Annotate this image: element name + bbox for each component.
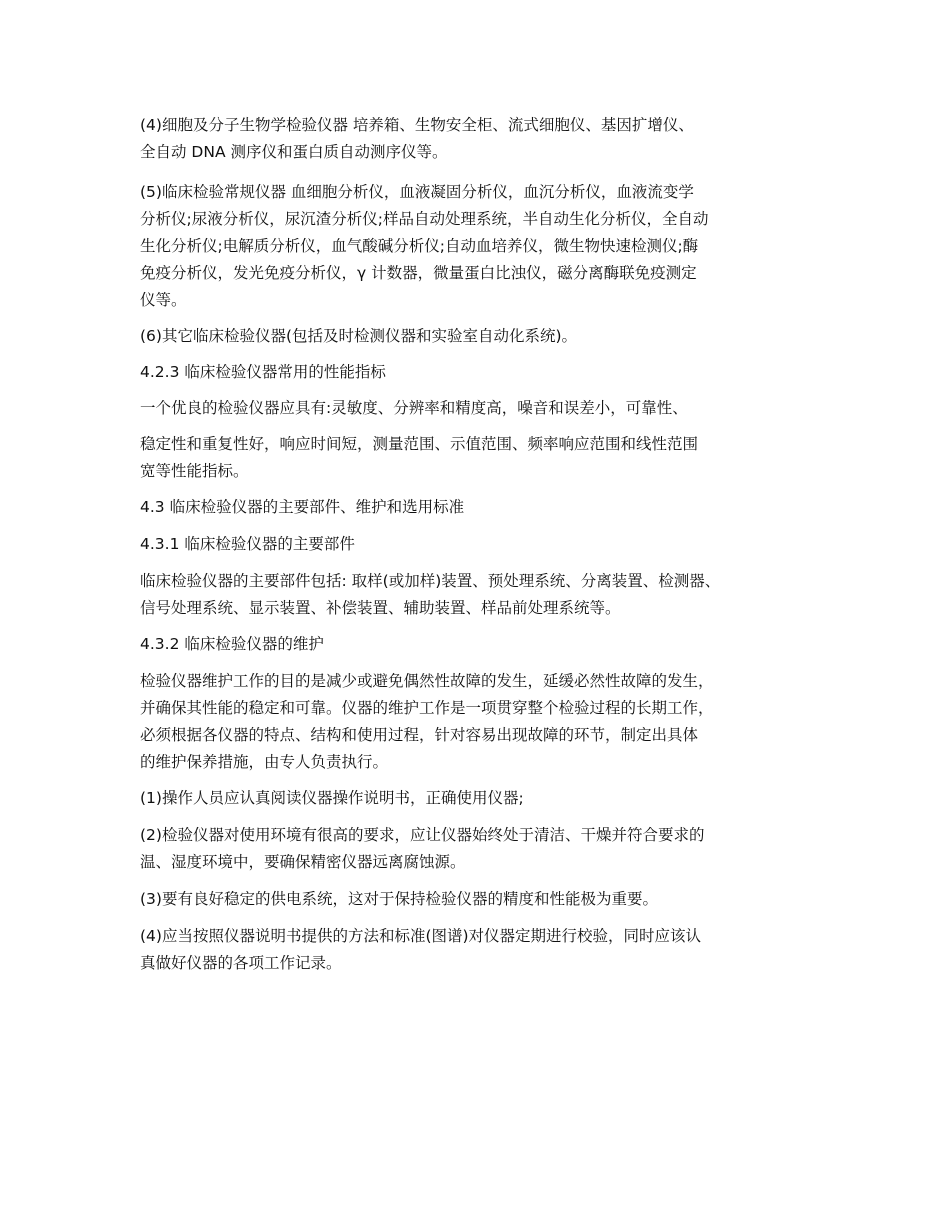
text-line: 生化分析仪;电解质分析仪，血气酸碱分析仪;自动血培养仪，微生物快速检测仪;酶 — [140, 237, 699, 255]
text-line: 4.3.1 临床检验仪器的主要部件 — [140, 535, 355, 553]
text-line: (4)细胞及分子生物学检验仪器 培养箱、生物安全柜、流式细胞仪、基因扩增仪、 — [140, 116, 694, 134]
text-line: (4)应当按照仪器说明书提供的方法和标准(图谱)对仪器定期进行校验，同时应该认 — [140, 927, 702, 945]
text-line: 温、湿度环境中，要确保精密仪器远离腐蚀源。 — [140, 853, 466, 871]
paragraph-maintenance-item-1 — [140, 785, 830, 812]
text-line: (5)临床检验常规仪器 血细胞分析仪，血液凝固分析仪，血沉分析仪，血液流变学 — [140, 183, 694, 201]
paragraph-performance-intro — [140, 395, 830, 422]
text-line: 4.3.2 临床检验仪器的维护 — [140, 635, 324, 653]
text-line: 免疫分析仪，发光免疫分析仪，γ 计数器，微量蛋白比浊仪，磁分离酶联免疫测定 — [140, 264, 697, 282]
paragraph-maintenance-item-3 — [140, 886, 830, 913]
section-heading-4-3-1 — [140, 531, 830, 558]
text-line: (1)操作人员应认真阅读仪器操作说明书，正确使用仪器; — [140, 789, 524, 807]
text-line: 4.2.3 临床检验仪器常用的性能指标 — [140, 363, 386, 381]
text-line: 宽等性能指标。 — [140, 462, 249, 480]
text-line: 一个优良的检验仪器应具有:灵敏度、分辨率和精度高，噪音和误差小，可靠性、 — [140, 399, 688, 417]
section-heading-4-3-2 — [140, 631, 830, 658]
section-heading-4-2-3 — [140, 359, 830, 386]
paragraph-performance-list — [140, 431, 830, 485]
document-page — [140, 112, 830, 977]
text-line: 检验仪器维护工作的目的是减少或避免偶然性故障的发生，延缓必然性故障的发生， — [140, 672, 714, 690]
text-line: 临床检验仪器的主要部件包括: 取样(或加样)装置、预处理系统、分离装置、检测器、 — [140, 572, 721, 590]
text-line: 分析仪;尿液分析仪，尿沉渣分析仪;样品自动处理系统，半自动生化分析仪，全自动 — [140, 210, 709, 228]
paragraph-maintenance-item-2 — [140, 822, 830, 876]
text-line: 4.3 临床检验仪器的主要部件、维护和选用标准 — [140, 498, 465, 516]
text-line: (6)其它临床检验仪器(包括及时检测仪器和实验室自动化系统)。 — [140, 327, 578, 345]
text-line: 真做好仪器的各项工作记录。 — [140, 954, 342, 972]
text-line: 必须根据各仪器的特点、结构和使用过程，针对容易出现故障的环节，制定出具体 — [140, 726, 699, 744]
text-line: (2)检验仪器对使用环境有很高的要求，应让仪器始终处于清洁、干燥并符合要求的 — [140, 826, 705, 844]
paragraph-detection-instruments-4 — [140, 112, 830, 166]
paragraph-maintenance-item-4 — [140, 923, 830, 977]
paragraph-other-instruments-6 — [140, 323, 830, 350]
paragraph-maintenance-purpose — [140, 668, 830, 776]
text-line: 信号处理系统、显示装置、补偿装置、辅助装置、样品前处理系统等。 — [140, 599, 621, 617]
text-line: 全自动 DNA 测序仪和蛋白质自动测序仪等。 — [140, 143, 448, 161]
text-line: (3)要有良好稳定的供电系统，这对于保持检验仪器的精度和性能极为重要。 — [140, 890, 658, 908]
section-heading-4-3 — [140, 494, 830, 521]
text-line: 仪等。 — [140, 291, 187, 309]
paragraph-main-components — [140, 568, 830, 622]
text-line: 并确保其性能的稳定和可靠。仪器的维护工作是一项贯穿整个检验过程的长期工作， — [140, 699, 714, 717]
text-line: 的维护保养措施，由专人负责执行。 — [140, 753, 389, 771]
paragraph-routine-instruments-5 — [140, 179, 830, 314]
text-line: 稳定性和重复性好，响应时间短，测量范围、示值范围、频率响应范围和线性范围 — [140, 435, 699, 453]
